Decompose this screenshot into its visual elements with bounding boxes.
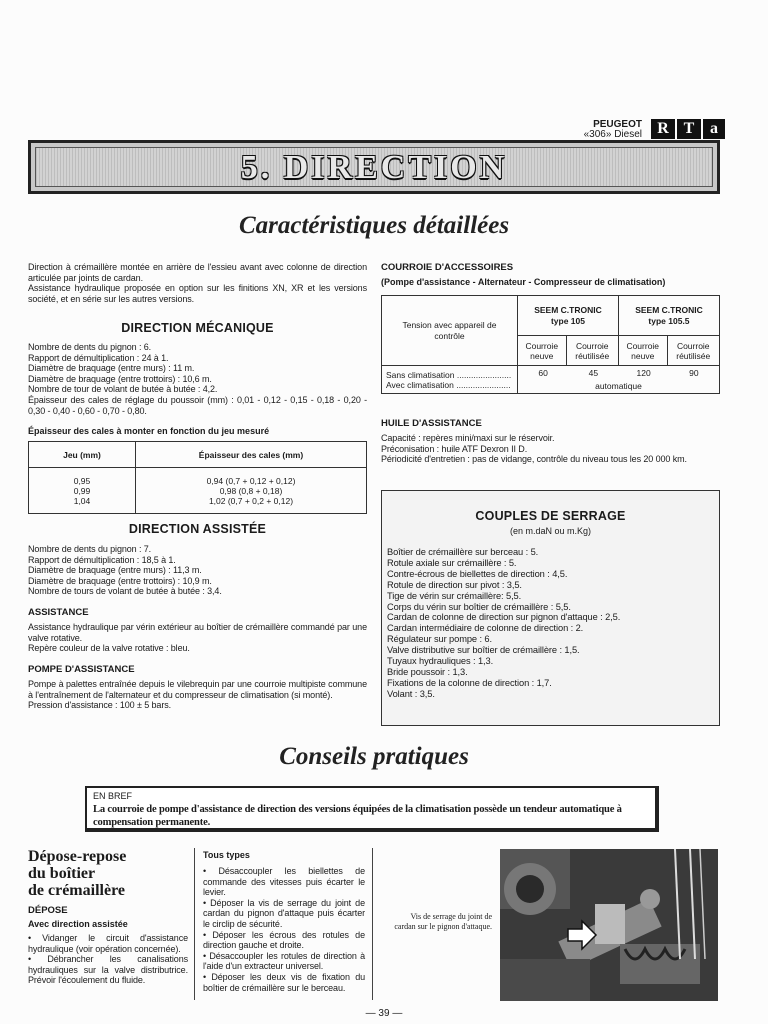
photo-caption: Vis de serrage du joint de cardan sur le pignon d'attaque.	[394, 912, 492, 931]
courroie-title: COURROIE D'ACCESSOIRES	[381, 262, 514, 273]
vehicle-make: PEUGEOT	[593, 119, 642, 130]
depose-subtitle: DÉPOSE	[28, 905, 68, 916]
couple-line: Tuyaux hydrauliques : 1,3.	[387, 656, 494, 667]
section-title-caracteristiques: Caractéristiques détaillées	[238, 212, 510, 239]
couple-line: Volant : 3,5.	[387, 688, 435, 699]
assistance-text	[28, 622, 367, 654]
tous-types-step: • Déposer les écrous des rotules de direction gauche et droite.	[203, 929, 365, 951]
cales-header-epaisseur: Épaisseur des cales (mm)	[136, 442, 367, 468]
courroie-subtitle: (Pompe d'assistance - Alternateur - Compresseur de climatisation)	[381, 277, 666, 287]
direction-mecanique-title: DIRECTION MÉCANIQUE	[121, 321, 274, 335]
couple-line: Valve distributive sur boîtier de crémaillère : 1,5.	[387, 645, 580, 656]
couple-line: Cardan de colonne de direction sur pignon d'attaque : 2,5.	[387, 612, 621, 623]
column-divider	[372, 848, 373, 1000]
huile-text	[381, 433, 720, 465]
column-divider	[194, 848, 195, 1000]
value-sans-clim: 90	[689, 368, 699, 378]
spec-line: Nombre de tour de volant de butée à butée : 4,2.	[28, 384, 218, 395]
intro-p2: Assistance hydraulique proposée en option sur les finitions XN, XR et les versions société, et en série sur les autres versions.	[28, 283, 367, 304]
huile-line: Préconisation : huile ATF Dexron II D.	[381, 443, 528, 454]
depose-title-l1: Dépose-repose	[28, 848, 127, 865]
tous-types-step: • Déposer la vis de serrage du joint de cardan du pignon d'attaque puis écarter le circlip de sécurité.	[203, 897, 365, 929]
spec-line: Diamètre de braquage (entre trottoirs) : 10,9 m.	[28, 575, 212, 586]
couple-line: Bride poussoir : 1,3.	[387, 666, 468, 677]
direction-mecanique-specs	[28, 342, 367, 416]
couples-de-serrage-box	[381, 490, 720, 726]
en-bref-text: La courroie de pompe d'assistance de direction des versions équipées de la climatisation possède un tendeur automatique à compensation permanente.	[93, 804, 622, 828]
logo-letter-a: a	[703, 119, 725, 139]
value-avec-clim: automatique	[595, 381, 642, 391]
cales-epaisseur-value: 0,94 (0,7 + 0,12 + 0,12)	[206, 475, 296, 486]
spec-line: Rapport de démultiplication : 24 à 1.	[28, 352, 169, 363]
tous-types-title: Tous types	[203, 850, 250, 860]
depose-subtitle2: Avec direction assistée	[28, 919, 128, 929]
cales-jeu-cell	[29, 468, 136, 514]
tous-types-step: • Désaccoupler les rotules de direction à l'aide d'un extracteur universel.	[203, 950, 365, 972]
courroie-table	[381, 295, 720, 394]
logo-letter-r: R	[651, 119, 675, 139]
tous-types-step: • Déposer les deux vis de fixation du boîtier de crémaillère sur le berceau.	[203, 971, 365, 993]
cales-jeu-value: 0,99	[73, 485, 91, 496]
courroie-subheader: Courroie réutilisée	[667, 336, 720, 366]
courroie-values-cell	[518, 366, 720, 394]
couple-line: Corps du vérin sur boîtier de crémaillère : 5,5.	[387, 601, 571, 612]
couple-line: Cardan intermédiaire de colonne de direction : 2.	[387, 623, 584, 634]
depose-title-l3: de crémaillère	[28, 882, 125, 899]
brand-header	[560, 119, 725, 141]
couple-line: Rotule de direction sur pivot : 3,5.	[387, 579, 522, 590]
tous-types-step: • Désaccoupler les biellettes de commande des vitesses puis écarter le levier.	[203, 866, 365, 898]
depose-title-l2: du boîtier	[28, 865, 96, 882]
rta-logo	[651, 119, 725, 139]
pompe-p1: Pompe à palettes entraînée depuis le vilebrequin par une courroie multipiste commune à l'entraînement de l'alternateur et du compresseur de climatisation (si monté).	[28, 679, 367, 700]
courroie-subheader: Courroie réutilisée	[566, 336, 618, 366]
direction-assistee-title: DIRECTION ASSISTÉE	[128, 522, 267, 536]
cales-epaisseur-value: 0,98 (0,8 + 0,18)	[219, 485, 283, 496]
rack-photo-illustration	[500, 849, 718, 1001]
couple-line: Boîtier de crémaillère sur berceau : 5.	[387, 547, 539, 557]
seem-105-header: SEEM C.TRONIC type 105	[518, 296, 619, 336]
intro-p1: Direction à crémaillère montée en arrière de l'essieu avant avec colonne de direction articulée par joints de cardan.	[28, 262, 367, 283]
value-sans-clim: 45	[588, 368, 599, 378]
couple-line: Fixations de la colonne de direction : 1,7.	[387, 677, 552, 688]
cales-header-jeu: Jeu (mm)	[29, 442, 136, 468]
value-sans-clim: 120	[636, 368, 651, 378]
spec-line: Diamètre de braquage (entre murs) : 11,3 m.	[28, 565, 202, 576]
tous-types-steps	[203, 866, 365, 993]
intro-text	[28, 262, 367, 304]
couple-line: Régulateur sur pompe : 6.	[387, 634, 492, 645]
couple-line: Contre-écrous de biellettes de direction : 4,5.	[387, 568, 568, 579]
huile-line: Périodicité d'entretien : pas de vidange, contrôle du niveau tous les 20 000 km.	[381, 454, 687, 465]
cales-table-title: Épaisseur des cales à monter en fonction du jeu mesuré	[28, 426, 270, 436]
en-bref-label: EN BREF	[93, 791, 133, 801]
depose-title	[28, 848, 188, 899]
courroie-subheader: Courroie neuve	[618, 336, 667, 366]
spec-line: Épaisseur des cales de réglage du poussoir (mm) : 0,01 - 0,12 - 0,15 - 0,18 - 0,20 - 0,30 - 0,40 - 0,60 - 0,70 - 0,80.	[28, 394, 367, 416]
couple-line: Rotule axiale sur crémaillère : 5.	[387, 557, 517, 568]
chapter-banner	[28, 140, 720, 194]
depose-step: • Vidanger le circuit d'assistance hydraulique (voir opération concernée).	[28, 933, 188, 954]
spec-line: Diamètre de braquage (entre murs) : 11 m.	[28, 363, 195, 374]
row-label-sans-clim: Sans climatisation .......................	[386, 369, 512, 380]
section-title-conseils: Conseils pratiques	[279, 743, 469, 770]
pompe-text	[28, 679, 367, 711]
depose-step: • Débrancher les canalisations hydrauliques sur la valve distributrice. Prévoir l'écoulement du fluide.	[28, 954, 188, 986]
row-label-avec-clim: Avec climatisation .......................	[386, 379, 511, 390]
couples-list	[387, 547, 719, 700]
page-number: — 39 —	[365, 1008, 403, 1019]
depose-steps	[28, 933, 188, 986]
spec-line: Nombre de dents du pignon : 6.	[28, 342, 152, 352]
couple-line: Tige de vérin sur crémaillère: 5,5.	[387, 590, 522, 601]
cales-jeu-value: 0,95	[73, 475, 91, 486]
tension-label-cell: Tension avec appareil de contrôle	[382, 296, 518, 366]
spec-line: Diamètre de braquage (entre trottoirs) : 10,6 m.	[28, 373, 212, 384]
courroie-subheader: Courroie neuve	[518, 336, 567, 366]
huile-line: Capacité : repères mini/maxi sur le réservoir.	[381, 433, 555, 443]
spec-line: Nombre de tours de volant de butée à butée : 3,4.	[28, 586, 222, 597]
courroie-row-labels	[382, 366, 518, 394]
direction-assistee-specs	[28, 544, 367, 597]
logo-letter-t: T	[677, 119, 701, 139]
couples-title: COUPLES DE SERRAGE	[475, 509, 626, 523]
value-sans-clim: 60	[538, 368, 548, 378]
vehicle-model: «306» Diesel	[583, 129, 642, 140]
huile-title: HUILE D'ASSISTANCE	[381, 418, 482, 429]
seem-1055-header: SEEM C.TRONIC type 105.5	[618, 296, 719, 336]
en-bref-box	[85, 786, 659, 832]
cales-jeu-value: 1,04	[73, 495, 91, 506]
rack-photo	[500, 849, 718, 1001]
cales-epaisseur-cell	[136, 468, 367, 514]
spec-line: Nombre de dents du pignon : 7.	[28, 544, 152, 554]
cales-epaisseur-value: 1,02 (0,7 + 0,2 + 0,12)	[208, 495, 294, 506]
assistance-p1: Assistance hydraulique par vérin extérieur au boîtier de crémaillère commandé par une valve rotative.	[28, 622, 367, 643]
spec-line: Rapport de démultiplication : 18,5 à 1.	[28, 554, 176, 565]
chapter-title: 5. DIRECTION	[240, 149, 508, 186]
assistance-p2: Repère couleur de la valve rotative : bleu.	[28, 643, 190, 654]
pompe-p2: Pression d'assistance : 100 ± 5 bars.	[28, 700, 172, 711]
cales-table	[28, 441, 367, 514]
pompe-title: POMPE D'ASSISTANCE	[28, 664, 135, 675]
couples-unit: (en m.daN ou m.Kg)	[509, 526, 592, 536]
assistance-title: ASSISTANCE	[28, 607, 89, 618]
